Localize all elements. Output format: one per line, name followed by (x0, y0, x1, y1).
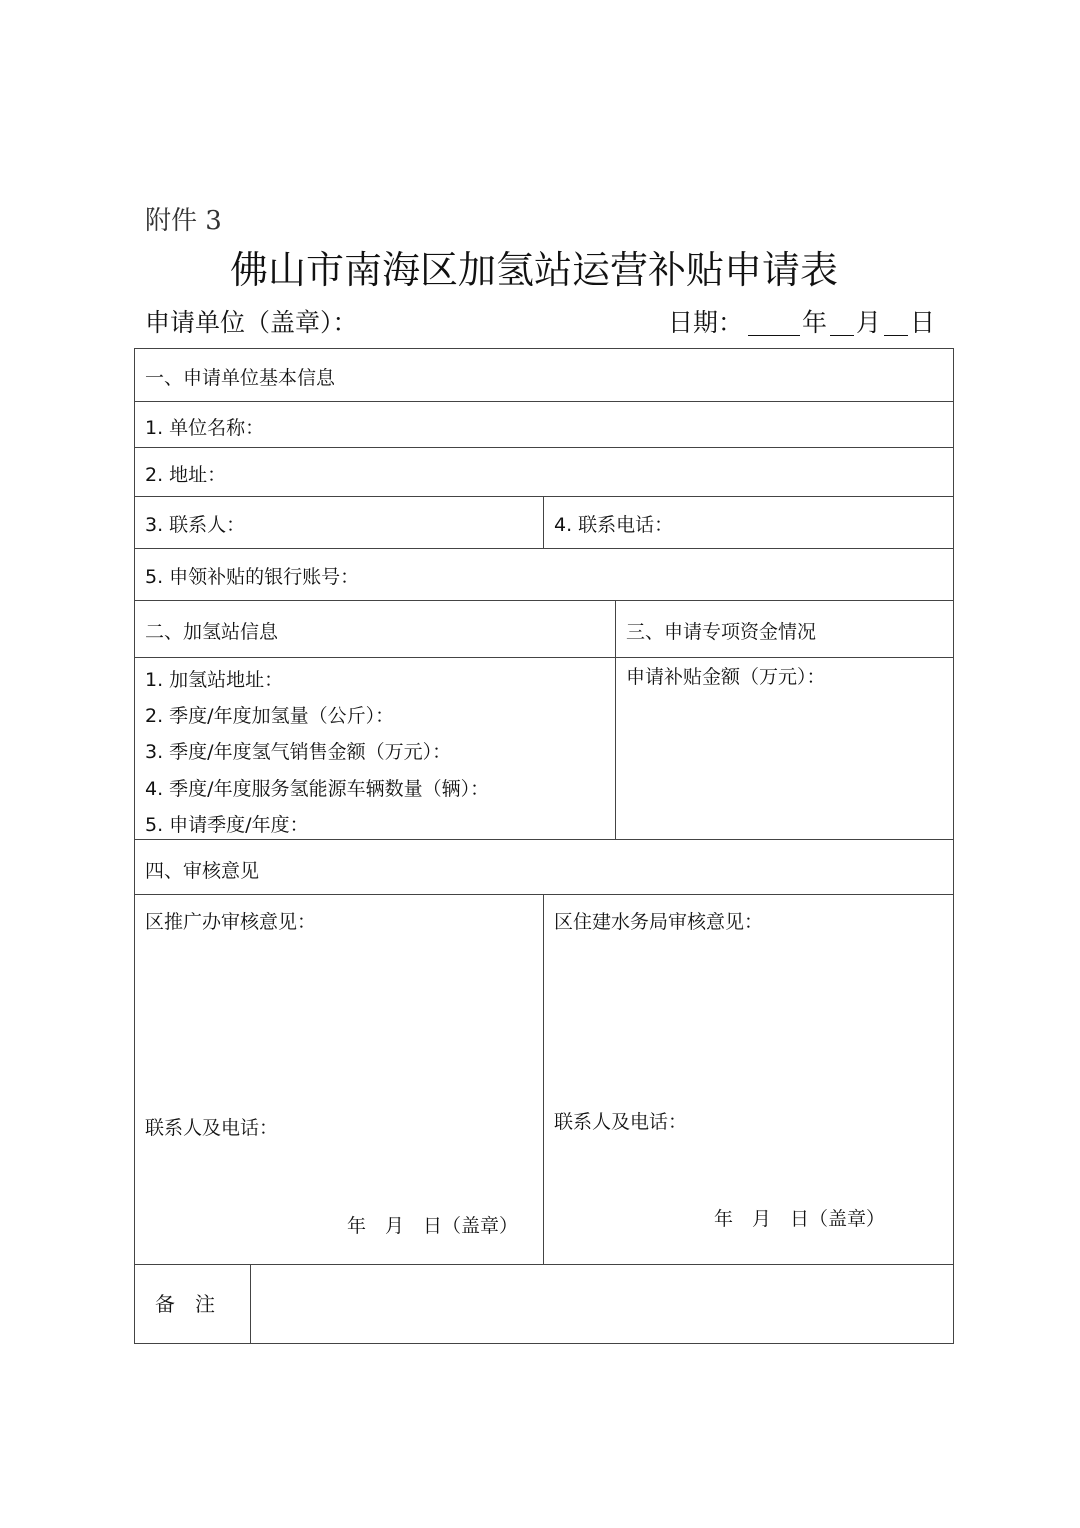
apply-period-field[interactable]: 5. 申请季度/年度： (145, 814, 309, 836)
divider (134, 348, 135, 1344)
section3-heading: 三、申请专项资金情况 (626, 621, 817, 643)
divider (134, 1343, 954, 1344)
station-address-field[interactable]: 1. 加氢站地址： (145, 669, 284, 691)
bank-account-field[interactable]: 5. 申领补贴的银行账号： (145, 566, 360, 588)
month-blank[interactable] (830, 334, 854, 336)
vehicle-count-field[interactable]: 4. 季度/年度服务氢能源车辆数量（辆）： (145, 778, 490, 800)
sales-amount-field[interactable]: 3. 季度/年度氢气销售金额（万元）： (145, 741, 452, 763)
remarks-label: 备 注 (155, 1292, 215, 1316)
date-day: 日 (910, 308, 936, 337)
hydrogen-volume-field[interactable]: 2. 季度/年度加氢量（公斤）： (145, 705, 395, 727)
promotion-office-opinion[interactable]: 区推广办审核意见： (145, 911, 317, 933)
address-field[interactable]: 2. 地址： (145, 464, 227, 486)
promotion-office-date-seal: 年 月 日（盖章） (347, 1215, 519, 1237)
divider (134, 348, 954, 349)
subsidy-amount-field[interactable]: 申请补贴金额（万元）： (626, 666, 826, 688)
contact-phone-field[interactable]: 4. 联系电话： (554, 514, 674, 536)
promotion-office-contact[interactable]: 联系人及电话： (145, 1117, 279, 1139)
unit-name-field[interactable]: 1. 单位名称： (145, 417, 265, 439)
divider (543, 894, 544, 1264)
contact-person-field[interactable]: 3. 联系人： (145, 514, 246, 536)
divider (134, 548, 954, 549)
divider (543, 496, 544, 548)
divider (134, 600, 954, 601)
housing-bureau-opinion[interactable]: 区住建水务局审核意见： (554, 911, 764, 933)
divider (134, 496, 954, 497)
date-month: 月 (856, 308, 882, 337)
divider (134, 401, 954, 402)
divider (134, 657, 954, 658)
section2-heading: 二、加氢站信息 (145, 621, 279, 643)
housing-bureau-date-seal: 年 月 日（盖章） (714, 1208, 886, 1230)
divider (134, 447, 954, 448)
date-label: 日期： (668, 308, 744, 337)
day-blank[interactable] (884, 334, 908, 336)
date-year: 年 (802, 308, 828, 337)
housing-bureau-contact[interactable]: 联系人及电话： (554, 1111, 688, 1133)
divider (134, 839, 954, 840)
form-title: 佛山市南海区加氢站运营补贴申请表 (230, 248, 839, 292)
divider (134, 894, 954, 895)
section4-heading: 四、审核意见 (145, 860, 260, 882)
divider (615, 600, 616, 839)
attachment-label: 附件 3 (145, 206, 222, 236)
year-blank[interactable] (748, 334, 800, 336)
remarks-field[interactable] (251, 1265, 953, 1343)
divider (953, 348, 954, 1344)
applicant-label: 申请单位（盖章）： (145, 308, 358, 337)
section1-heading: 一、申请单位基本信息 (145, 367, 336, 389)
